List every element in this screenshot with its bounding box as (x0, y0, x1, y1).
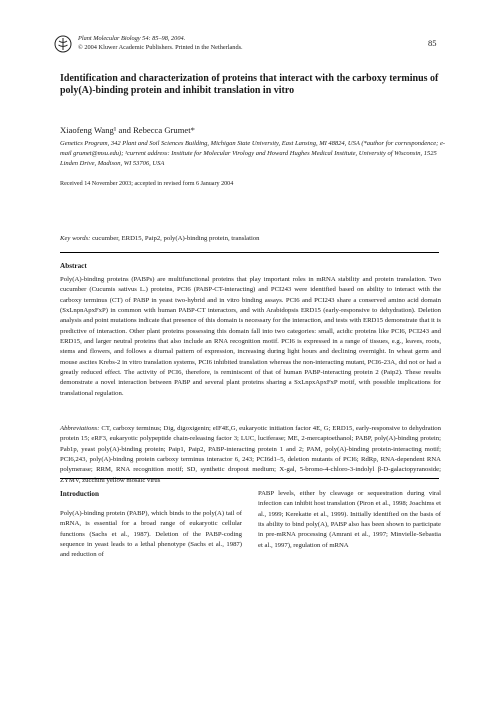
abstract-heading: Abstract (60, 262, 87, 270)
received-date: Received 14 November 2003; accepted in revised form 6 January 2004 (60, 181, 234, 187)
journal-header (54, 34, 444, 56)
abstract-bottom-rule (60, 478, 439, 479)
journal-line-2: © 2004 Kluwer Academic Publishers. Printed in the Netherlands. (78, 44, 243, 51)
abstract-text: Poly(A)-binding proteins (PABPs) are multifunctional proteins that play important roles in mRNA stability and protein translation. Two cucumber (Cucumis sativus L.) proteins, PCI6 (PABP-CT-interacting) and PCI243 were identified based on ability to interact with the carboxy terminus (CT) of PABP in yeast two-hybrid and in vitro binding assays. PCI6 and PCI243 share a conserved amino acid domain (SxLnpnApxFxP) in common with human PABP-CT interactors, and with Arabidopsis ERD15 (early-responsive to dehydration). Deletion analysis and point mutations indicate that presence of this domain is necessary for the interaction, and tests with ERD15 demonstrate that it is predictive of interaction. Other plant proteins possessing this domain fall into two categories: small, acidic proteins like PCI6, PCI243 and ERD15, and larger neutral proteins that also include an RNA recognition motif. PCI6 is expressed in a range of tissues, e.g., leaves, roots, stems and flowers, and follows a diurnal pattern of expression, increasing during light hours and declining overnight. In wheat germ and mouse ascites Krebs-2 in vitro translation systems, PCI6 inhibited translation whereas the non-interacting mutant, PCI6-23A, did not or had a greatly reduced effect. The activity of PCI6, therefore, is reminiscent of that of human PABP-interacting protein 2 (Paip2). These results demonstrate a novel interaction between PABP and several plant proteins sharing a SxLnpxApxFxP motif, with possible implications for translational regulation. (60, 276, 441, 397)
abbreviations-text: CT, carboxy terminus; Dig, digoxigenin; eIF4E,G, eukaryotic initiation factor 4E, G; ERD15, early-responsive to dehydration protein 15; eRF3, eukaryotic polypeptide chain-releasing factor 3; LUC, luciferase; ME, 2-mercaptoethanol; PABP, poly(A)-binding protein; Pab1p, yeast poly(A)-binding protein; Paip1, Paip2, PABP-interacting protein 1 and 2; PAM, poly(A)-binding protein-interacting motif; PCI6,243, poly(A)-binding protein carboxy terminus interactor 6, 243; PCI6d1–5, deletion mutants of PCI6; RdRp, RNA-dependent RNA polymerase; RRM, RNA recognition motif; SD, synthetic dropout medium; X-gal, 5-bromo-4-chloro-3-indolyl β-D-galactopyranoside; ZYMV, zucchini yellow mosaic virus (60, 425, 441, 484)
journal-line-1: Plant Molecular Biology 54: 85–98, 2004. (78, 35, 186, 42)
abbreviations-label: Abbreviations: (60, 425, 100, 432)
introduction-heading: Introduction (60, 490, 100, 498)
page-number: 85 (428, 38, 437, 48)
journal-citation (78, 34, 243, 52)
abstract-top-rule (60, 252, 439, 253)
introduction-right-column: PABP levels, either by cleavage or sequestration during viral infection can inhibit host translation (Piron et al., 1998; Joachims et al., 1999; Kerekatte et al., 1999). Initially identified on the basis of its ability to bind poly(A), PABP also has been shown to participate in pre-mRNA processing (Amrani et al., 1997; Minvielle-Sebastia et al., 1997), regulation of mRNA (258, 490, 441, 549)
introduction-left-column: Poly(A)-binding protein (PABP), which binds to the poly(A) tail of mRNA, is essential for a broad range of eukaryotic cellular functions (Sachs et al., 1987). Deletion of the PABP-coding sequence in yeast leads to a lethal phenotype (Sachs et al., 1987) and reduction of (60, 510, 242, 559)
keywords-text: cucumber, ERD15, Paip2, poly(A)-binding protein, translation (92, 235, 260, 242)
author-affiliation: Genetics Program, 342 Plant and Soil Sciences Building, Michigan State University, East Lansing, MI 48824, USA (*author for correspondence; e-mail grumet@msu.edu); ¹current address: Institute for Molecular Virology and Howard Hughes Medical Institute, University of Wisconsin, 1525 Linden Drive, Madison, WI 53706, USA (60, 140, 446, 168)
keywords-label: Key words: (60, 235, 91, 242)
abbreviations (60, 424, 441, 486)
author-list: Xiaofeng Wang¹ and Rebecca Grumet* (60, 125, 195, 135)
paper-title: Identification and characterization of proteins that interact with the carboxy terminus of poly(A)-binding protein and inhibit translation in vitro (60, 73, 439, 96)
keywords (60, 234, 445, 243)
publisher-logo-icon (54, 35, 72, 53)
